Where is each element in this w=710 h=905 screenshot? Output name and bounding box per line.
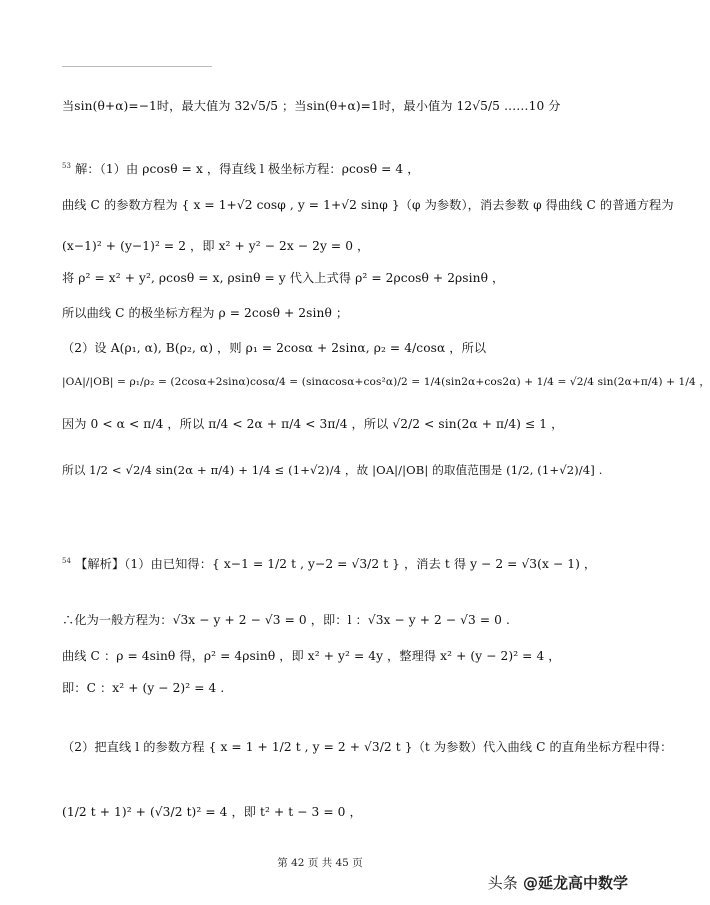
line-q54-part1 xyxy=(62,553,596,572)
watermark-prefix: 头条 xyxy=(487,874,518,892)
text: 将 ρ² = x² + y², ρcosθ = x, ρsinθ = y 代入上式得 ρ² = 2ρcosθ + 2ρsinθ ， xyxy=(62,271,505,285)
text: 曲线 C 的参数方程为 { x = 1+√2 cosφ , y = 1+√2 sinφ }（φ 为参数），消去参数 φ 得曲线 C 的普通方程为 xyxy=(62,198,674,212)
line-substitute xyxy=(62,270,504,286)
line-ratio-formula xyxy=(62,374,710,390)
line-param-eq xyxy=(62,197,674,213)
line-general-eq xyxy=(62,612,510,628)
page-footer: 第 42 页 共 45 页 xyxy=(277,857,363,869)
line-part2-setup xyxy=(62,340,486,356)
text: 所以曲线 C 的极坐标方程为 ρ = 2cosθ + 2sinθ ； xyxy=(62,306,349,320)
line-part2-substitute xyxy=(62,739,672,755)
text: 曲线 C ：ρ = 4sinθ 得，ρ² = 4ρsinθ ，即 x² + y² = 4y ，整理得 x² + (y − 2)² = 4 ， xyxy=(62,649,561,663)
text: 即：C ：x² + (y − 2)² = 4 . xyxy=(62,681,225,695)
text: 【解析】（1）由已知得：{ x−1 = 1/2 t , y−2 = √3/2 t } ，消去 t 得 y − 2 = √3(x − 1) ， xyxy=(75,557,597,571)
text: |OA|/|OB| = ρ₁/ρ₂ = (2cosα+2sinα)cosα/4 = (sinαcosα+cos²α)/2 = 1/4(sin2α+cos2α) + 1/4 = √2/4 sin(2α+π/4) + 1/4 ， xyxy=(62,376,710,388)
text: 当sin(θ+α)=−1时，最大值为 32√5/5 ；当sin(θ+α)=1时，最小值为 12√5/5 ……10 分 xyxy=(62,99,561,113)
text: 所以 1/2 < √2/4 sin(2α + π/4) + 1/4 ≤ (1+√2)/4 ，故 |OA|/|OB| 的取值范围是 (1/2, (1+√2)/4] . xyxy=(62,463,603,477)
text: ∴化为一般方程为：√3x − y + 2 − √3 = 0 ，即：l ：√3x − y + 2 − √3 = 0 . xyxy=(62,613,510,627)
text: （2）设 A(ρ₁, α), B(ρ₂, α) ，则 ρ₁ = 2cosα + 2sinα, ρ₂ = 4/cosα ，所以 xyxy=(62,341,487,355)
line-ratio-range xyxy=(62,462,602,478)
question-number-53: 53 xyxy=(62,162,72,170)
line-curve-c-result xyxy=(62,680,224,696)
line-range-alpha xyxy=(62,416,563,432)
text: 因为 0 < α < π/4 ，所以 π/4 < 2α + π/4 < 3π/4 ，所以 √2/2 < sin(2α + π/4) ≤ 1 ， xyxy=(62,417,564,431)
line-polar-eq xyxy=(62,305,348,321)
text: (1/2 t + 1)² + (√3/2 t)² = 4 ，即 t² + t − 3 = 0 ， xyxy=(62,805,362,819)
line-max-min xyxy=(62,98,561,114)
line-normal-eq xyxy=(62,238,369,254)
line-q53-part1 xyxy=(62,158,420,177)
top-divider xyxy=(62,66,212,67)
text: (x−1)² + (y−1)² = 2 ，即 x² + y² − 2x − 2y = 0 ， xyxy=(62,239,370,253)
question-number-54: 54 xyxy=(62,557,72,565)
line-curve-c xyxy=(62,648,561,664)
watermark xyxy=(488,872,628,893)
text: 解：（1）由 ρcosθ = x ，得直线 l 极坐标方程：ρcosθ = 4 ， xyxy=(75,162,420,176)
text: （2）把直线 l 的参数方程 { x = 1 + 1/2 t , y = 2 + √3/2 t }（t 为参数）代入曲线 C 的直角坐标方程中得： xyxy=(62,740,673,754)
watermark-handle: @延龙高中数学 xyxy=(522,874,628,892)
line-quadratic xyxy=(62,804,362,820)
